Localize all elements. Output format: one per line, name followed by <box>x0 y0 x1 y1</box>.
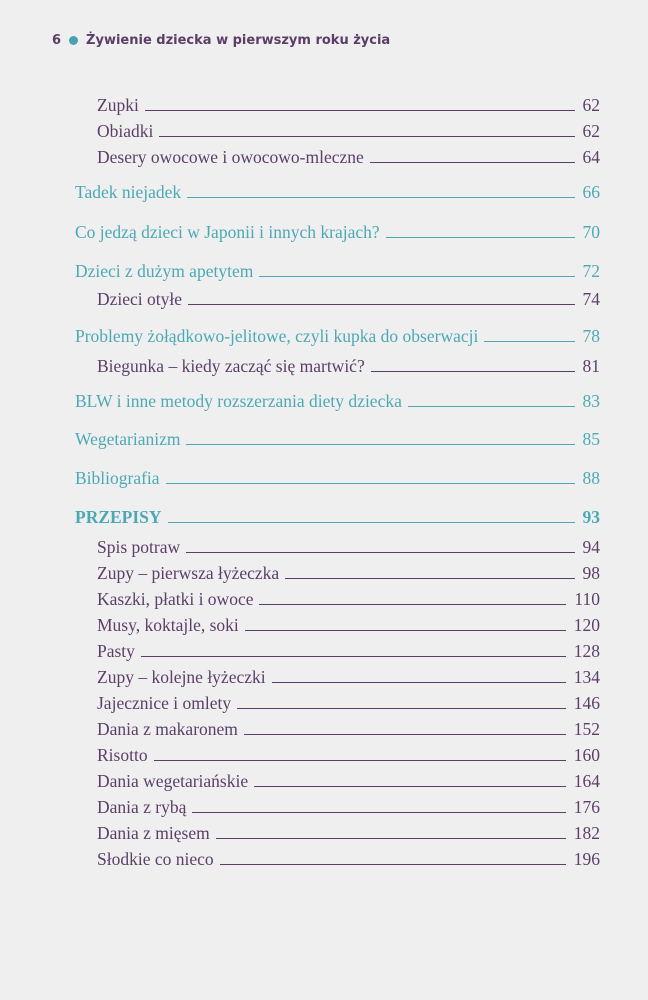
leader-line <box>188 304 574 305</box>
toc-entry <box>75 467 600 489</box>
toc-entry-label: Zupki <box>97 95 139 115</box>
toc-entry <box>97 588 600 610</box>
leader-line <box>141 656 566 657</box>
leader-line <box>159 136 574 137</box>
toc-entry <box>97 614 600 636</box>
toc-entry-page: 176 <box>573 797 600 817</box>
toc-entry <box>97 796 600 818</box>
toc-entry <box>97 770 600 792</box>
toc-entry <box>97 692 600 714</box>
toc-entry <box>75 390 600 412</box>
toc-entry-page: 62 <box>582 95 600 115</box>
toc-entry-label: Kaszki, płatki i owoce <box>97 589 254 609</box>
toc-entry-label: Dzieci z dużym apetytem <box>75 261 254 281</box>
leader-line <box>192 812 565 813</box>
leader-line <box>186 552 574 553</box>
leader-line <box>166 483 575 484</box>
leader-line <box>259 604 566 605</box>
leader-line <box>254 786 566 787</box>
toc-entry-page: 62 <box>582 121 600 141</box>
toc-entry-label: Problemy żołądkowo-jelitowe, czyli kupka do obserwacji <box>75 326 479 346</box>
toc-entry-label: Pasty <box>97 641 135 661</box>
toc-entry <box>75 221 600 243</box>
toc-entry-page: 78 <box>582 326 600 346</box>
leader-line <box>408 406 575 407</box>
toc-entry <box>75 506 600 528</box>
toc-entry-label: Zupy – kolejne łyżeczki <box>97 667 266 687</box>
toc-entry-page: 74 <box>582 289 600 309</box>
toc-entry-label: Dania z rybą <box>97 797 187 817</box>
toc-entry-page: 110 <box>574 589 600 609</box>
book-title: Żywienie dziecka w pierwszym roku życia <box>86 33 391 48</box>
toc-entry-page: 88 <box>582 468 600 488</box>
toc-entry <box>97 94 600 116</box>
toc-entry <box>97 562 600 584</box>
toc-entry-label: PRZEPISY <box>75 507 162 527</box>
toc-entry <box>75 325 600 347</box>
leader-line <box>244 734 566 735</box>
toc-entry-label: Jajecznice i omlety <box>97 693 232 713</box>
toc-entry <box>97 536 600 558</box>
toc-entry-page: 64 <box>582 147 600 167</box>
leader-line <box>145 110 575 111</box>
page-number: 6 <box>52 33 62 48</box>
toc-entry-label: Musy, koktajle, soki <box>97 615 239 635</box>
toc-entry <box>97 355 600 377</box>
toc-entry-page: 128 <box>573 641 600 661</box>
toc-entry-page: 164 <box>573 771 600 791</box>
toc-entry-page: 81 <box>582 356 600 376</box>
toc-entry <box>75 428 600 450</box>
toc-entry-label: Spis potraw <box>97 537 181 557</box>
toc-entry-label: Biegunka – kiedy zacząć się martwić? <box>97 356 365 376</box>
toc-entry-page: 152 <box>573 719 600 739</box>
toc-entry <box>97 718 600 740</box>
toc-entry-label: Co jedzą dzieci w Japonii i innych krajach? <box>75 222 380 242</box>
toc-entry-label: Tadek niejadek <box>75 182 182 202</box>
toc-entry <box>75 260 600 282</box>
toc-entry <box>97 848 600 870</box>
toc-entry-label: Obiadki <box>97 121 154 141</box>
bullet-dot-icon <box>69 36 78 45</box>
toc-entry-label: Dania z mięsem <box>97 823 210 843</box>
leader-line <box>168 522 575 523</box>
leader-line <box>154 760 566 761</box>
toc-entry-page: 83 <box>582 391 600 411</box>
leader-line <box>285 578 574 579</box>
toc-entry-page: 146 <box>573 693 600 713</box>
toc-entry <box>97 120 600 142</box>
leader-line <box>370 162 575 163</box>
toc-entry-page: 93 <box>582 507 600 527</box>
toc-entry-page: 160 <box>573 745 600 765</box>
toc-entry-label: Risotto <box>97 745 148 765</box>
leader-line <box>220 864 566 865</box>
toc-entry-label: Bibliografia <box>75 468 160 488</box>
toc-entry <box>97 640 600 662</box>
leader-line <box>216 838 566 839</box>
toc-entry-page: 182 <box>573 823 600 843</box>
toc-entry <box>97 744 600 766</box>
toc-entry-label: Słodkie co nieco <box>97 849 214 869</box>
toc-entry <box>97 822 600 844</box>
toc-entry-label: BLW i inne metody rozszerzania diety dziecka <box>75 391 402 411</box>
toc-entry-label: Desery owocowe i owocowo-mleczne <box>97 147 364 167</box>
leader-line <box>259 276 574 277</box>
toc-entry-label: Dzieci otyłe <box>97 289 183 309</box>
leader-line <box>272 682 566 683</box>
toc-entry-page: 120 <box>573 615 600 635</box>
toc-entry-page: 196 <box>573 849 600 869</box>
leader-line <box>484 341 574 342</box>
leader-line <box>245 630 566 631</box>
toc-entry-page: 72 <box>582 261 600 281</box>
leader-line <box>386 237 575 238</box>
leader-line <box>371 371 575 372</box>
toc-entry-page: 85 <box>582 429 600 449</box>
toc-entry <box>97 146 600 168</box>
toc-entry-label: Dania wegetariańskie <box>97 771 249 791</box>
toc-entry-page: 134 <box>573 667 600 687</box>
leader-line <box>237 708 566 709</box>
leader-line <box>186 444 574 445</box>
toc-entry-page: 98 <box>582 563 600 583</box>
toc-entry-page: 66 <box>582 182 600 202</box>
toc-entry <box>97 288 600 310</box>
running-header <box>52 33 390 48</box>
toc-entry-label: Wegetarianizm <box>75 429 181 449</box>
toc-entry-label: Dania z makaronem <box>97 719 238 739</box>
toc-entry <box>75 181 600 203</box>
toc-entry-label: Zupy – pierwsza łyżeczka <box>97 563 280 583</box>
toc-entry-page: 94 <box>582 537 600 557</box>
toc-entry <box>97 666 600 688</box>
leader-line <box>187 197 574 198</box>
toc-entry-page: 70 <box>582 222 600 242</box>
